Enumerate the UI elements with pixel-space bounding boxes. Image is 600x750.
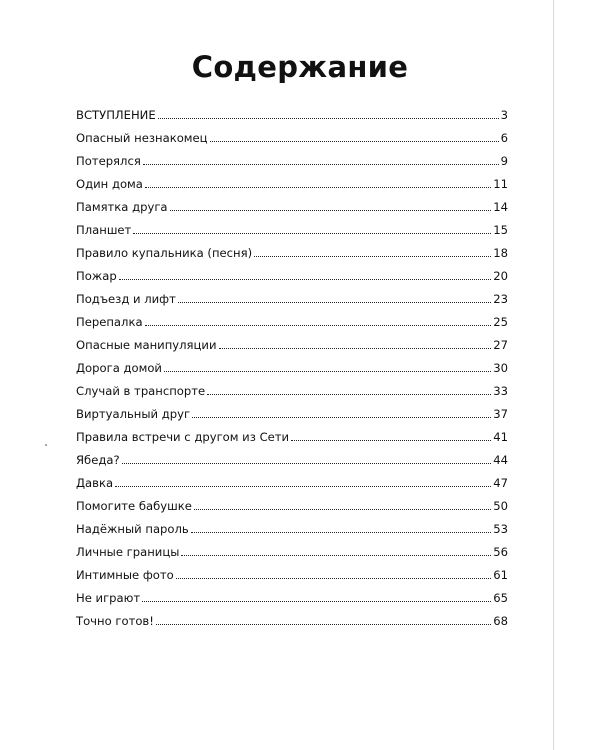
toc-entry-title: Правила встречи с другом из Сети [76, 430, 290, 444]
print-speck [45, 444, 47, 446]
toc-dot-leader [142, 601, 491, 602]
toc-entry [76, 308, 508, 331]
table-of-contents [76, 101, 508, 630]
toc-entry-title: Подъезд и лифт [76, 292, 176, 306]
toc-entry [76, 607, 508, 630]
toc-entry-page: 68 [493, 614, 508, 628]
toc-entry-title: Надёжный пароль [76, 522, 189, 536]
toc-entry-page: 15 [493, 223, 508, 237]
toc-dot-leader [207, 394, 491, 395]
toc-dot-leader [194, 509, 491, 510]
toc-entry [76, 239, 508, 262]
toc-entry-page: 61 [493, 568, 508, 582]
toc-entry-title: Планшет [76, 223, 132, 237]
toc-entry-page: 53 [493, 522, 508, 536]
toc-entry-title: Опасные манипуляции [76, 338, 217, 352]
toc-entry-page: 41 [493, 430, 508, 444]
toc-entry-page: 9 [500, 154, 508, 168]
toc-dot-leader [170, 210, 492, 211]
toc-entry [76, 331, 508, 354]
toc-entry-title: ВСТУПЛЕНИЕ [76, 108, 156, 122]
toc-entry-page: 50 [493, 499, 508, 513]
toc-entry-title: Опасный незнакомец [76, 131, 208, 145]
toc-dot-leader [145, 187, 491, 188]
toc-dot-leader [115, 486, 491, 487]
toc-entry-title: Точно готов! [76, 614, 154, 628]
toc-entry-title: Интимные фото [76, 568, 174, 582]
toc-entry [76, 124, 508, 147]
toc-entry-title: Один дома [76, 177, 143, 191]
toc-entry-page: 65 [493, 591, 508, 605]
toc-entry-title: Пожар [76, 269, 117, 283]
toc-entry-page: 37 [493, 407, 508, 421]
toc-entry-title: Не играют [76, 591, 141, 605]
toc-entry [76, 446, 508, 469]
toc-entry [76, 400, 508, 423]
toc-entry-title: Памятка друга [76, 200, 168, 214]
toc-entry-page: 11 [493, 177, 508, 191]
toc-dot-leader [143, 164, 499, 165]
toc-entry-title: Потерялся [76, 154, 141, 168]
toc-dot-leader [291, 440, 491, 441]
toc-entry-title: Виртуальный друг [76, 407, 191, 421]
toc-entry-page: 56 [493, 545, 508, 559]
toc-entry-page: 20 [493, 269, 508, 283]
toc-entry [76, 423, 508, 446]
toc-entry-page: 44 [493, 453, 508, 467]
toc-dot-leader [254, 256, 491, 257]
toc-dot-leader [178, 302, 491, 303]
toc-entry-title: Помогите бабушке [76, 499, 192, 513]
toc-entry-title: Ябеда? [76, 453, 120, 467]
toc-entry-page: 14 [493, 200, 508, 214]
toc-entry-page: 47 [493, 476, 508, 490]
toc-dot-leader [192, 417, 491, 418]
toc-dot-leader [210, 141, 499, 142]
toc-entry-page: 6 [500, 131, 508, 145]
toc-dot-leader [133, 233, 491, 234]
toc-entry [76, 377, 508, 400]
toc-dot-leader [191, 532, 491, 533]
toc-entry-page: 33 [493, 384, 508, 398]
toc-dot-leader [176, 578, 492, 579]
page-title: Содержание [191, 50, 409, 84]
toc-entry [76, 354, 508, 377]
toc-dot-leader [158, 118, 499, 119]
toc-dot-leader [181, 555, 491, 556]
toc-entry-title: Давка [76, 476, 114, 490]
toc-dot-leader [164, 371, 491, 372]
toc-entry-page: 18 [493, 246, 508, 260]
page-edge [553, 0, 554, 750]
toc-dot-leader [156, 624, 491, 625]
toc-entry [76, 262, 508, 285]
toc-entry-page: 30 [493, 361, 508, 375]
toc-dot-leader [119, 279, 492, 280]
toc-dot-leader [219, 348, 492, 349]
toc-entry-title: Перепалка [76, 315, 143, 329]
toc-entry [76, 170, 508, 193]
toc-entry-title: Случай в транспорте [76, 384, 206, 398]
toc-entry-title: Личные границы [76, 545, 180, 559]
toc-entry-title: Дорога домой [76, 361, 162, 375]
toc-entry-page: 25 [493, 315, 508, 329]
toc-dot-leader [145, 325, 492, 326]
toc-entry [76, 584, 508, 607]
toc-entry [76, 147, 508, 170]
toc-entry-page: 3 [500, 108, 508, 122]
toc-entry [76, 515, 508, 538]
toc-entry [76, 193, 508, 216]
toc-entry [76, 538, 508, 561]
toc-entry [76, 561, 508, 584]
toc-entry-page: 23 [493, 292, 508, 306]
toc-entry [76, 469, 508, 492]
toc-dot-leader [122, 463, 492, 464]
toc-entry [76, 492, 508, 515]
toc-entry [76, 216, 508, 239]
toc-entry-page: 27 [493, 338, 508, 352]
toc-entry-title: Правило купальника (песня) [76, 246, 253, 260]
toc-entry [76, 101, 508, 124]
toc-entry [76, 285, 508, 308]
